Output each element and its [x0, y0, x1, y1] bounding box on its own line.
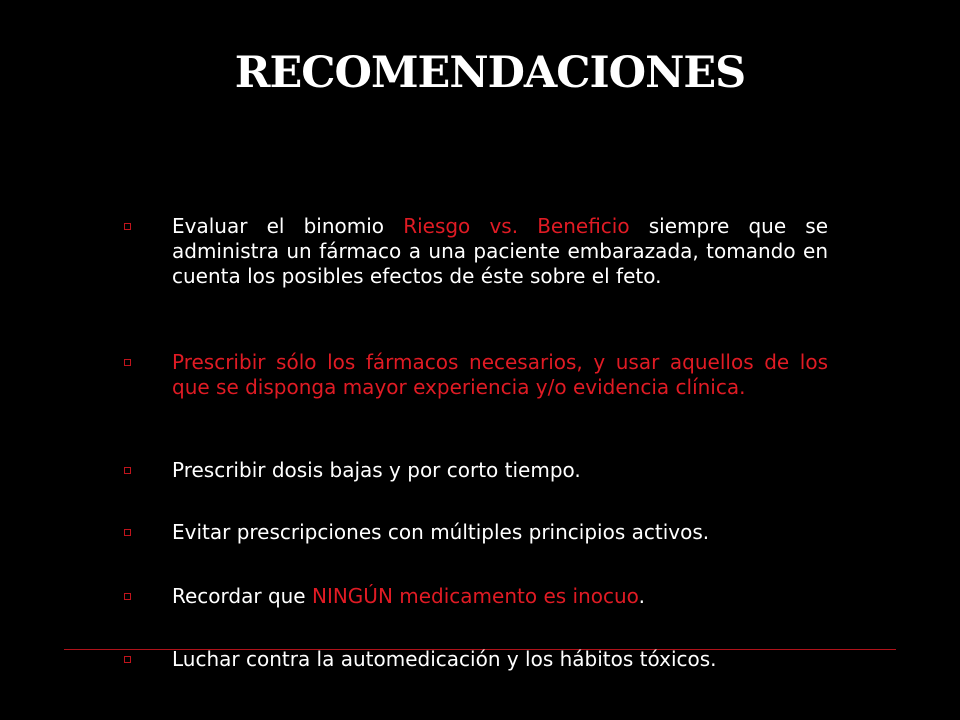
bullet-item-necessary-drugs — [172, 350, 828, 400]
bullet-text: . — [638, 584, 645, 608]
highlight-text: Riesgo vs. Beneficio — [403, 214, 630, 238]
bullet-text: Luchar contra la automedicación y los hábitos tóxicos. — [172, 647, 717, 671]
bullet-item-low-doses — [172, 458, 828, 483]
bullet-text: Evaluar el binomio — [172, 214, 404, 238]
highlight-text: Prescribir sólo los fármacos necesarios, y usar aquellos de los que se disponga mayor experiencia y/o evidencia clínica. — [172, 350, 828, 399]
bullet-item-avoid-multiple — [172, 520, 828, 545]
square-bullet-icon — [124, 467, 131, 474]
square-bullet-icon — [124, 223, 131, 230]
bullet-text: Recordar que — [172, 584, 312, 608]
highlight-text: NINGÚN medicamento es inocuo — [311, 584, 639, 608]
bullet-item-self-medication — [172, 647, 828, 672]
square-bullet-icon — [124, 656, 131, 663]
bullet-item-risk-benefit — [172, 214, 828, 289]
square-bullet-icon — [124, 359, 131, 366]
bullet-item-no-safe-drug — [172, 584, 828, 609]
square-bullet-icon — [124, 593, 131, 600]
bullet-text: Evitar prescripciones con múltiples principios activos. — [172, 520, 710, 544]
slide-title: RECOMENDACIONES — [234, 48, 746, 98]
bullet-text: Prescribir dosis bajas y por corto tiempo. — [172, 458, 581, 482]
bullet-text: siempre que se administra un fármaco a una paciente embarazada, tomando en cuenta los posibles efectos de éste sobre el feto. — [172, 214, 828, 288]
square-bullet-icon — [124, 529, 131, 536]
